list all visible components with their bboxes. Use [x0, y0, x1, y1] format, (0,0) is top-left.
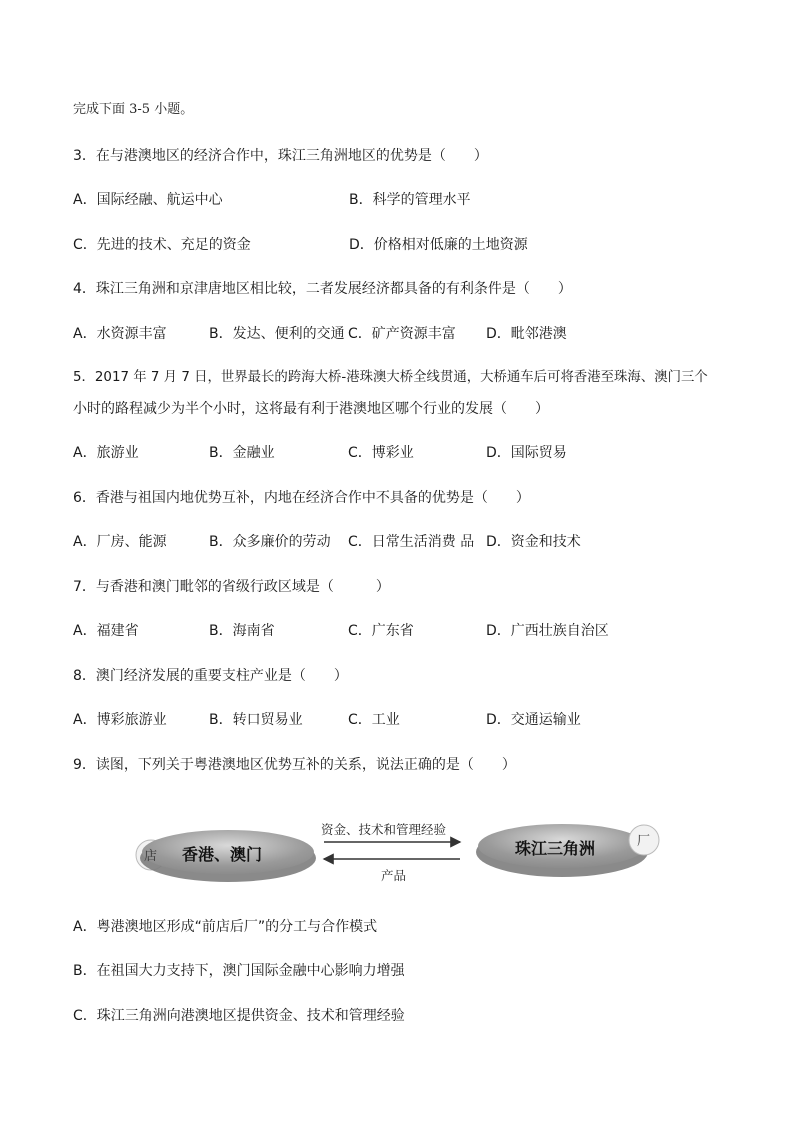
capital-technology-label: 资金、技术和管理经验 [321, 822, 447, 837]
question-5-stem-line-2: 小时的路程减少为半个小时，这将最有利于港澳地区哪个行业的发展（ ） [73, 401, 549, 417]
question-3-option-c: C．先进的技术、充足的资金 [73, 237, 251, 253]
question-9-option-b: B．在祖国大力支持下，澳门国际金融中心影响力增强 [73, 963, 405, 979]
question-7-option-c: C．广东省 [348, 623, 414, 639]
shop-label: 店 [144, 849, 158, 864]
question-6-option-b: B．众多廉价的劳动 [209, 534, 331, 550]
question-6-option-c: C．日常生活消费 品 [348, 534, 475, 550]
question-8-option-d: D．交通运输业 [486, 712, 581, 728]
question-5-option-b: B．金融业 [209, 445, 275, 461]
factory-label: 厂 [637, 834, 651, 849]
question-9-stem: 9．读图，下列关于粤港澳地区优势互补的关系，说法正确的是（ ） [73, 757, 516, 773]
section-intro: 完成下面 3-5 小题。 [73, 102, 194, 117]
question-3-stem: 3．在与港澳地区的经济合作中，珠江三角洲地区的优势是（ ） [73, 148, 488, 164]
question-4-option-d: D．毗邻港澳 [486, 326, 567, 342]
question-3-option-b: B．科学的管理水平 [349, 192, 471, 208]
question-3-option-d: D．价格相对低廉的土地资源 [349, 237, 528, 253]
question-7-option-a: A．福建省 [73, 623, 139, 639]
question-6-option-d: D．资金和技术 [486, 534, 581, 550]
question-9-option-a: A．粤港澳地区形成“前店后厂”的分工与合作模式 [73, 919, 378, 935]
question-5-stem-line-1: 5．2017 年 7 月 7 日，世界最长的跨海大桥-港珠澳大桥全线贯通，大桥通车后可将香港至珠海、澳门三个 [73, 370, 708, 385]
question-3-option-a: A．国际经融、航运中心 [73, 192, 223, 208]
question-4-option-c: C．矿产资源丰富 [348, 326, 456, 342]
hong-kong-macau-label: 香港、澳门 [182, 845, 263, 864]
question-8-option-c: C．工业 [348, 712, 400, 728]
product-label: 产品 [381, 868, 407, 883]
question-5-option-c: C．博彩业 [348, 445, 414, 461]
question-9-option-c: C．珠江三角洲向港澳地区提供资金、技术和管理经验 [73, 1008, 405, 1024]
question-8-stem: 8．澳门经济发展的重要支柱产业是（ ） [73, 668, 348, 684]
question-5-option-a: A．旅游业 [73, 445, 139, 461]
pearl-river-delta-label: 珠江三角洲 [515, 839, 596, 858]
question-7-option-b: B．海南省 [209, 623, 275, 639]
question-4-option-b: B．发达、便利的交通 [209, 326, 345, 342]
question-7-option-d: D．广西壮族自治区 [486, 623, 609, 639]
question-4-option-a: A．水资源丰富 [73, 326, 167, 342]
question-4-stem: 4．珠江三角洲和京津唐地区相比较，二者发展经济都具备的有利条件是（ ） [73, 281, 572, 297]
question-6-option-a: A．厂房、能源 [73, 534, 167, 550]
question-6-stem: 6．香港与祖国内地优势互补，内地在经济合作中不具备的优势是（ ） [73, 490, 530, 506]
question-5-option-d: D．国际贸易 [486, 445, 567, 461]
front-shop-back-factory-diagram [130, 812, 670, 896]
question-8-option-b: B．转口贸易业 [209, 712, 303, 728]
question-8-option-a: A．博彩旅游业 [73, 712, 167, 728]
question-7-stem: 7．与香港和澳门毗邻的省级行政区域是（ ） [73, 579, 390, 595]
